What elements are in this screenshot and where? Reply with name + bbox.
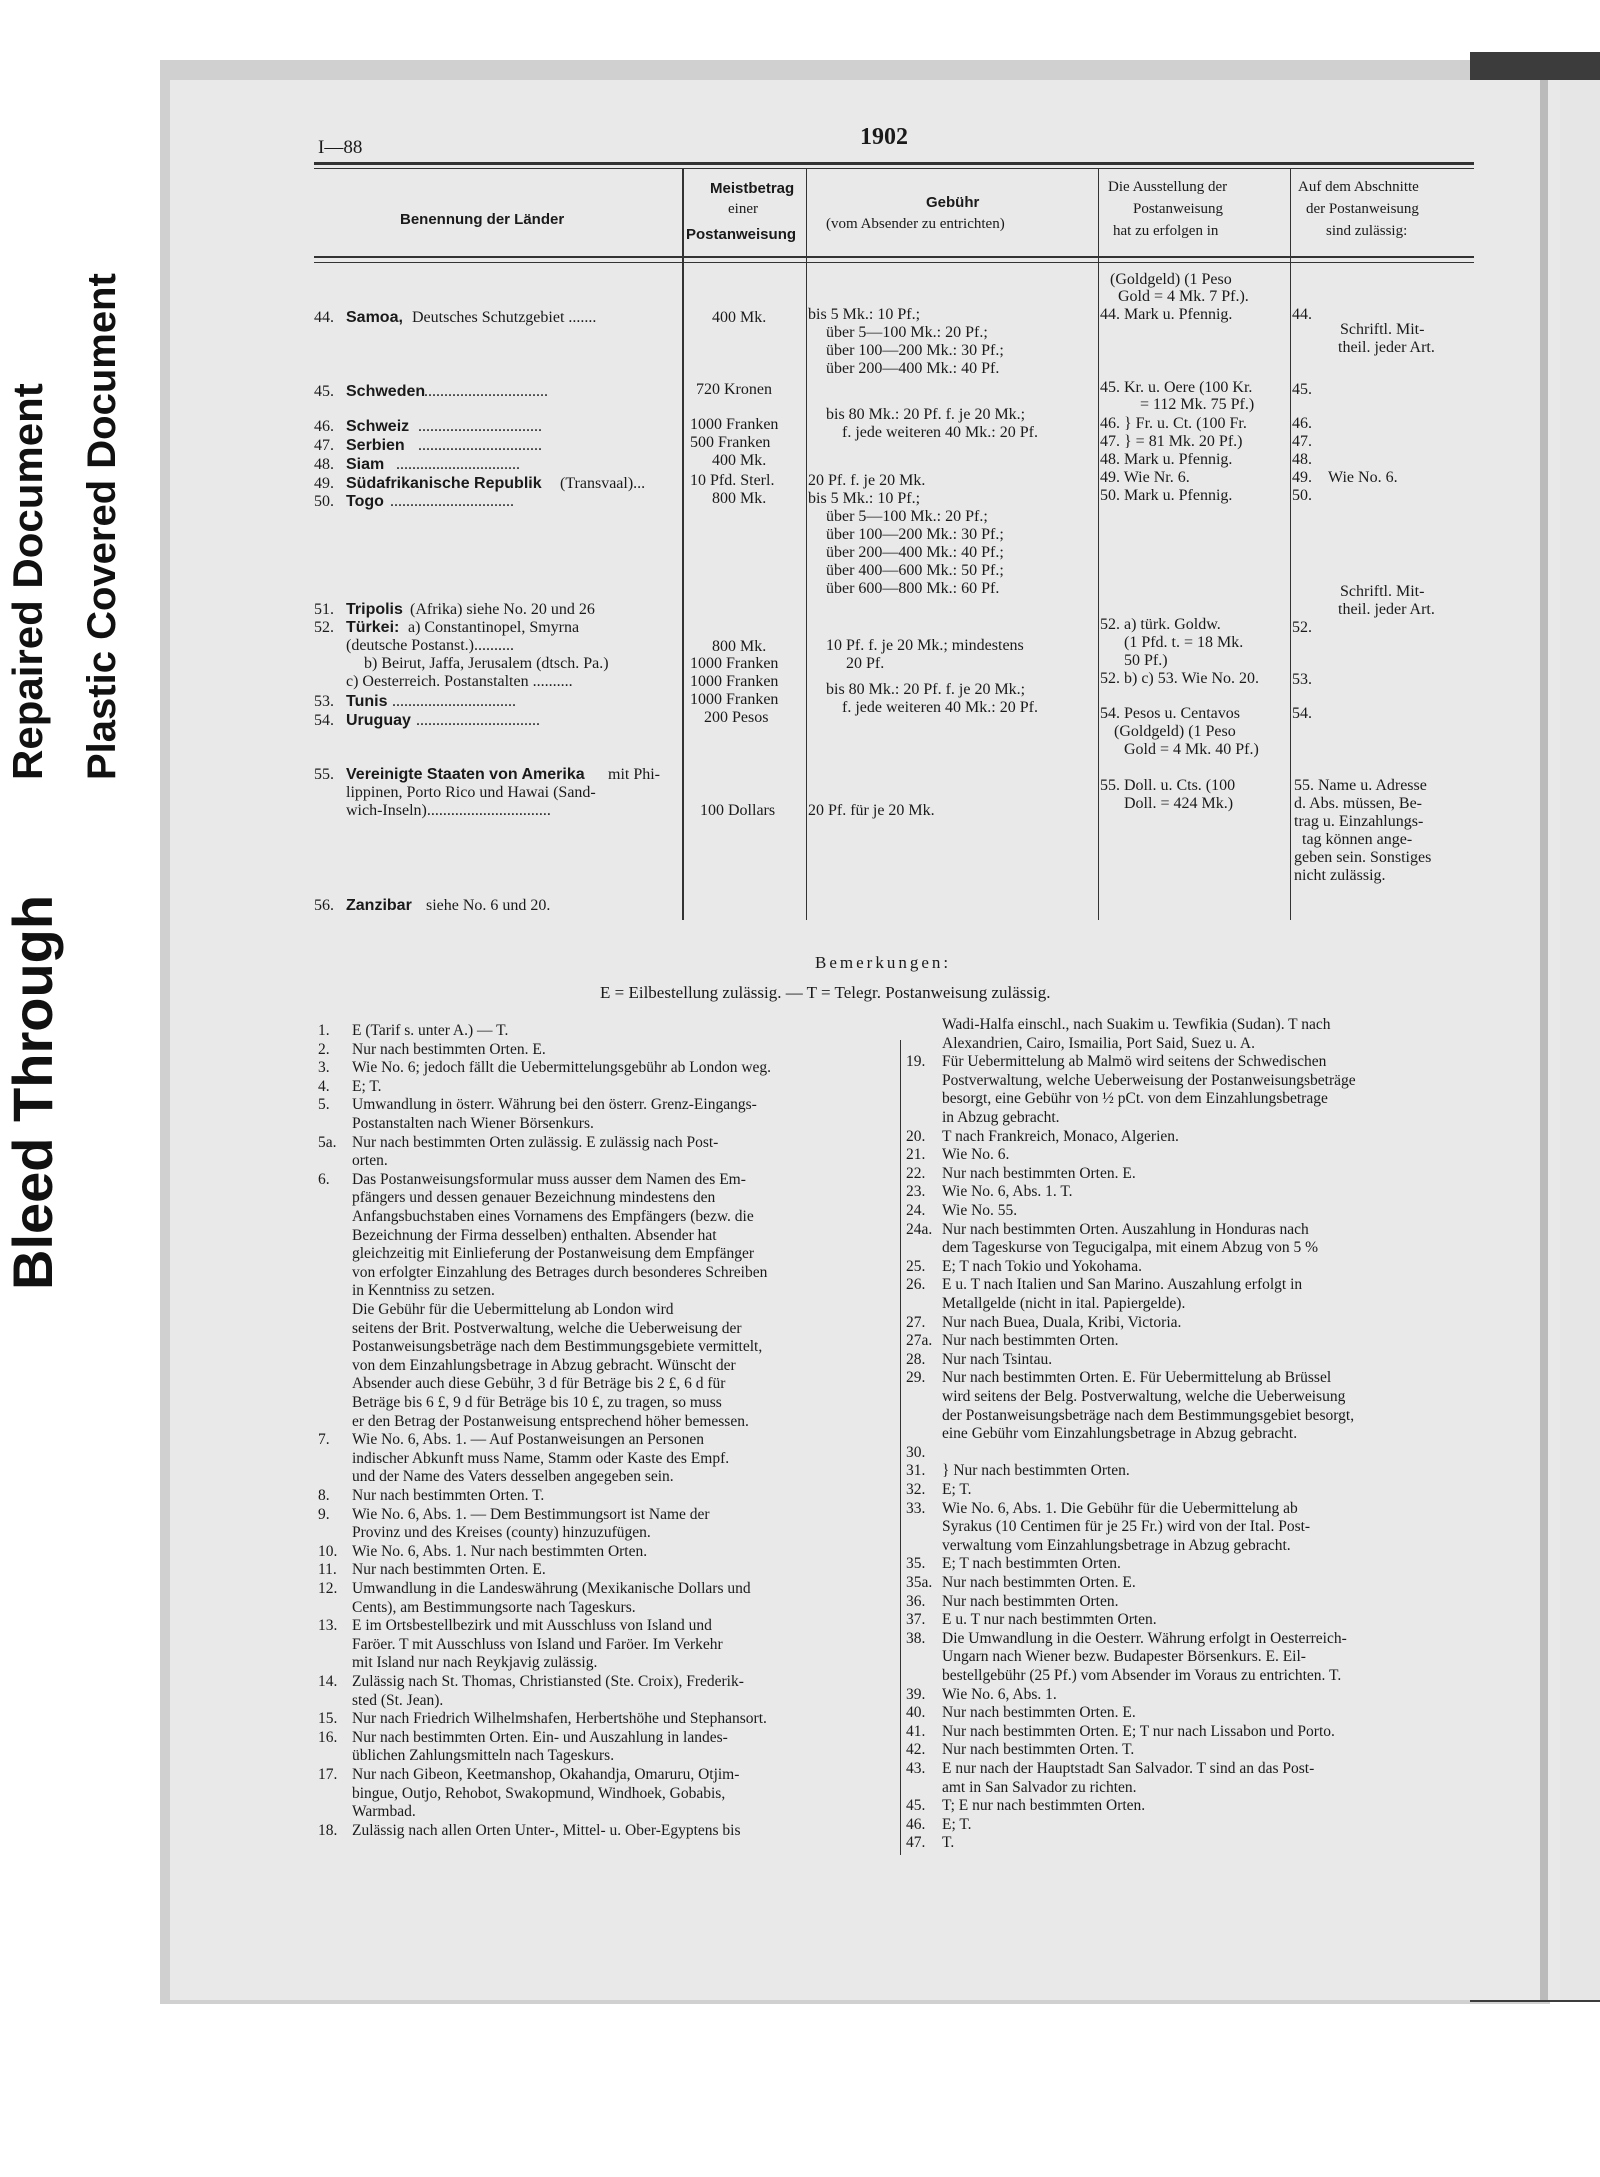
remark-number: 40.: [906, 1704, 926, 1722]
remark-text: Cents), am Bestimmungsorte nach Tageskurs.: [352, 1598, 636, 1616]
row44-geb-4: über 200—400 Mk.: 40 Pf.: [826, 360, 1000, 377]
row50-num: 50.: [314, 493, 334, 510]
row54-ausst-1: 54. Pesos u. Centavos: [1100, 705, 1240, 722]
remark-text: Umwandlung in österr. Währung bei den österr. Grenz-Eingangs-: [352, 1096, 757, 1114]
remark-text: Nur nach bestimmten Orten.: [942, 1332, 1119, 1350]
remark-number: 38.: [906, 1629, 926, 1647]
row47-num: 47.: [314, 437, 334, 454]
remark-text: Wie No. 6.: [942, 1146, 1010, 1164]
row55-rest-3: wich-Inseln)...............................: [346, 802, 551, 819]
remark-text: Nur nach bestimmten Orten. T.: [352, 1487, 545, 1504]
remark-text: Beträge bis 6 £, 9 d für Beträge bis 10 £, zu tragen, so muss: [352, 1394, 722, 1411]
row49-ref: 49.: [1292, 469, 1312, 486]
remark-number: 16.: [318, 1728, 338, 1746]
row50-abschn-2: theil. jeder Art.: [1338, 601, 1435, 618]
remark-text: Alexandrien, Cairo, Ismailia, Port Said, Suez u. A.: [942, 1034, 1255, 1052]
remark-number: 46.: [906, 1815, 926, 1833]
row45-ausst-2: = 112 Mk. 75 Pf.): [1140, 396, 1255, 413]
remark-text: eine Gebühr vom Einzahlungsbetrage in Abzug gebracht.: [942, 1425, 1298, 1443]
page-number: I—88: [318, 137, 363, 158]
row54-ausst-3: Gold = 4 Mk. 40 Pf.): [1124, 741, 1259, 758]
remark-text: Postverwaltung, welche Ueberweisung der Postanweisungsbeträge: [942, 1071, 1356, 1089]
remark-text: Provinz und des Kreises (county) hinzuzufügen.: [352, 1524, 651, 1542]
col-divider-3: [1098, 168, 1099, 920]
remark-text: Wie No. 6, Abs. 1. Die Gebühr für die Uebermittelung ab: [942, 1499, 1298, 1517]
col-divider-1: [682, 168, 684, 920]
row48-dots: ...............................: [396, 456, 520, 473]
row46-ref: 46.: [1292, 415, 1312, 432]
row49-max: 10 Pfd. Sterl.: [690, 472, 775, 489]
row55-geb: 20 Pf. für je 20 Mk.: [808, 802, 935, 819]
remark-number: 24.: [906, 1202, 926, 1219]
row52-ref: 52.: [1292, 619, 1312, 636]
remark-text: Wie No. 6, Abs. 1. — Dem Bestimmungsort ist Name der: [352, 1505, 710, 1523]
remark-text: von erfolgter Einzahlung des Betrages durch besonderes Schreiben: [352, 1263, 768, 1281]
remark-text: Nur nach bestimmten Orten. Auszahlung in Honduras nach: [942, 1220, 1309, 1238]
remark-number: 18.: [318, 1821, 338, 1839]
row45-max: 720 Kronen: [696, 381, 772, 398]
remark-number: 11.: [318, 1561, 337, 1579]
row50-abschn-1: Schriftl. Mit-: [1340, 583, 1425, 600]
plastic-covered-label: Plastic Covered Document: [80, 273, 124, 780]
row52-a-line1: a) Constantinopel, Smyrna: [408, 619, 580, 636]
col-divider-4: [1290, 168, 1291, 920]
remark-number: 47.: [906, 1834, 926, 1852]
remark-text: Wie No. 6, Abs. 1. Nur nach bestimmten Orten.: [352, 1542, 648, 1560]
row44-abschn-1: Schriftl. Mit-: [1340, 321, 1425, 338]
remark-text: Für Uebermittelung ab Malmö wird seitens der Schwedischen: [942, 1053, 1327, 1071]
remark-text: Umwandlung in die Landeswährung (Mexikanische Dollars und: [352, 1580, 751, 1597]
remarks-divider: [900, 1040, 901, 1855]
row50-geb-6: über 600—800 Mk.: 60 Pf.: [826, 580, 1000, 597]
remark-number: 3.: [318, 1059, 330, 1077]
remark-text: Wie No. 55.: [942, 1202, 1018, 1219]
remark-text: in Kenntniss zu setzen.: [352, 1282, 495, 1300]
remark-number: 29.: [906, 1369, 926, 1387]
remark-text: verwaltung vom Einzahlungsbetrage in Abzug gebracht.: [942, 1536, 1291, 1554]
remark-text: in Abzug gebracht.: [942, 1109, 1060, 1126]
col-header-abschn-2: der Postanweisung: [1306, 201, 1419, 217]
remark-number: 33.: [906, 1499, 926, 1517]
header-rule-thin: [314, 262, 1474, 263]
row49-ausst: 49. Wie Nr. 6.: [1100, 469, 1190, 486]
row52-num: 52.: [314, 619, 334, 636]
remark-text: bestellgebühr (25 Pf.) vom Absender im Voraus zu entrichten. T.: [942, 1667, 1342, 1684]
row44-geb-2: über 5—100 Mk.: 20 Pf.;: [826, 324, 988, 341]
row56-rest: siehe No. 6 und 20.: [426, 897, 551, 914]
bleed-through-label: Bleed Through: [1, 894, 64, 1290]
row44-ausst-1: 44. Mark u. Pfennig.: [1100, 306, 1233, 323]
col-header-meist-2: einer: [728, 201, 758, 217]
row44-name: Samoa,: [346, 309, 403, 326]
row46-dots: ...............................: [418, 418, 542, 435]
col-header-gebuehr-1: Gebühr: [926, 194, 980, 211]
remark-text: Zulässig nach allen Orten Unter-, Mittel- u. Ober-Egyptens bis: [352, 1821, 741, 1839]
row47-ref: 47.: [1292, 433, 1312, 450]
row50-dots: ...............................: [390, 493, 514, 510]
remark-text: E; T nach Tokio und Yokohama.: [942, 1257, 1142, 1275]
remark-number: 24a.: [906, 1220, 933, 1238]
col-divider-2: [806, 168, 807, 920]
col-header-ausst-2: Postanweisung: [1133, 201, 1223, 217]
row55-rest-1: mit Phi-: [608, 766, 661, 783]
row50-geb-5: über 400—600 Mk.: 50 Pf.;: [826, 562, 1004, 579]
remark-text: Wie No. 6, Abs. 1.: [942, 1685, 1057, 1703]
remark-number: 10.: [318, 1542, 338, 1560]
row45-num: 45.: [314, 383, 334, 400]
row46-max: 1000 Franken: [690, 416, 779, 433]
remark-number: 8.: [318, 1487, 330, 1504]
row52-max-2: 1000 Franken: [690, 655, 779, 672]
remark-number: 27.: [906, 1313, 926, 1331]
row44-rest: Deutsches Schutzgebiet .......: [412, 309, 597, 326]
row46-ausst: 46. } Fr. u. Ct. (100 Fr.: [1100, 415, 1247, 432]
remark-text: Die Umwandlung in die Oesterr. Währung erfolgt in Oesterreich-: [942, 1629, 1347, 1647]
remark-text: T; E nur nach bestimmten Orten.: [942, 1797, 1146, 1815]
row44-max: 400 Mk.: [712, 309, 767, 326]
remark-text: Anfangsbuchstaben eines Vornamens des Empfängers (bezw. die: [352, 1208, 754, 1225]
remark-text: Nur nach bestimmten Orten. E. Für Uebermittelung ab Brüssel: [942, 1369, 1332, 1387]
row52-ausst-b: (1 Pfd. t. = 18 Mk.: [1124, 634, 1244, 651]
remark-text: Warmbad.: [352, 1803, 416, 1821]
remark-text: pfängers und dessen genauer Bezeichnung mindestens den: [352, 1189, 716, 1207]
top-rule-thin: [314, 168, 1474, 169]
remark-text: E; T.: [942, 1481, 972, 1498]
row44-num: 44.: [314, 309, 334, 326]
remark-text: Wie No. 6; jedoch fällt die Uebermittelungsgebühr ab London weg.: [352, 1059, 772, 1077]
remark-text: amt in San Salvador zu richten.: [942, 1778, 1137, 1796]
remark-text: } Nur nach bestimmten Orten.: [942, 1462, 1130, 1480]
remark-text: der Postanweisungsbeträge nach dem Bestimmungsgebiet besorgt,: [942, 1406, 1355, 1424]
row55-abschn-1: 55. Name u. Adresse: [1294, 777, 1427, 794]
row45-dots: ...............................: [424, 383, 548, 400]
remark-text: besorgt, eine Gebühr von ½ pCt. von dem Einzahlungsbetrage: [942, 1090, 1328, 1108]
row50-geb-1: bis 5 Mk.: 10 Pf.;: [808, 490, 921, 507]
row49-rest: (Transvaal)...: [560, 475, 646, 492]
remark-text: Ungarn nach Wiener bezw. Budapester Börsenkurs. E. Eil-: [942, 1648, 1306, 1666]
row44-ausst-00: Gold = 4 Mk. 7 Pf.).: [1118, 288, 1249, 305]
remark-number: 17.: [318, 1766, 338, 1783]
remark-number: 37.: [906, 1611, 926, 1629]
remark-number: 25.: [906, 1257, 926, 1275]
row47-dots: ...............................: [418, 437, 542, 454]
remark-number: 7.: [318, 1431, 330, 1449]
row44-abschn-2: theil. jeder Art.: [1338, 339, 1435, 356]
row44-geb-3: über 100—200 Mk.: 30 Pf.;: [826, 342, 1004, 359]
row4647-geb-2: f. jede weiteren 40 Mk.: 20 Pf.: [842, 424, 1038, 441]
page-year: 1902: [860, 124, 908, 150]
row45-name: Schweden: [346, 383, 426, 400]
row49-name: Südafrikanische Republik: [346, 475, 542, 492]
row53-name: Tunis: [346, 693, 388, 710]
remark-text: von dem Einzahlungsbetrage in Abzug gebracht. Wünscht der: [352, 1356, 736, 1374]
col-header-abschn-1: Auf dem Abschnitte: [1298, 179, 1419, 195]
remark-text: dem Tageskurse von Tegucigalpa, mit einem Abzug von 5 %: [942, 1239, 1319, 1257]
row54-num: 54.: [314, 712, 334, 729]
remark-number: 28.: [906, 1350, 926, 1368]
remark-number: 12.: [318, 1580, 338, 1597]
remark-text: E (Tarif s. unter A.) — T.: [352, 1022, 509, 1039]
row47-ausst: 47. } = 81 Mk. 20 Pf.): [1100, 433, 1243, 450]
row44-ref: 44.: [1292, 306, 1312, 323]
remarks-title: Bemerkungen:: [815, 953, 952, 972]
row51-rest: (Afrika) siehe No. 20 und 26: [410, 601, 595, 618]
col-header-abschn-3: sind zulässig:: [1326, 223, 1408, 239]
remark-text: Nur nach bestimmten Orten. E.: [942, 1704, 1136, 1722]
remark-text: Nur nach bestimmten Orten. E.: [942, 1574, 1136, 1591]
remark-number: 13.: [318, 1617, 338, 1635]
remark-text: Postanweisungsbeträge nach dem Bestimmungsgebiete vermittelt,: [352, 1338, 763, 1356]
repaired-document-label: Repaired Document: [4, 383, 51, 780]
row51-num: 51.: [314, 601, 334, 618]
remark-number: 9.: [318, 1505, 330, 1523]
remark-number: 5.: [318, 1096, 330, 1114]
remark-number: 21.: [906, 1146, 926, 1164]
remark-text: Das Postanweisungsformular muss ausser dem Namen des Em-: [352, 1170, 746, 1188]
row48-num: 48.: [314, 456, 334, 473]
col-header-ausst-3: hat zu erfolgen in: [1113, 223, 1219, 239]
row49-num: 49.: [314, 475, 334, 492]
row55-abschn-3: trag u. Einzahlungs-: [1294, 813, 1424, 830]
row53-ref: 53.: [1292, 671, 1312, 688]
row55-abschn-2: d. Abs. müssen, Be-: [1294, 795, 1422, 812]
remark-text: Nur nach bestimmten Orten. Ein- und Auszahlung in landes-: [352, 1728, 728, 1746]
remark-text: Nur nach bestimmten Orten. T.: [942, 1741, 1135, 1759]
row55-ausst-2: Doll. = 424 Mk.): [1124, 795, 1234, 812]
remark-text: Syrakus (10 Centimen für je 25 Fr.) wird von der Ital. Post-: [942, 1518, 1311, 1536]
remark-text: Wie No. 6, Abs. 1. — Auf Postanweisungen an Personen: [352, 1431, 704, 1449]
row48-ausst: 48. Mark u. Pfennig.: [1100, 451, 1233, 468]
remark-text: sted (St. Jean).: [352, 1691, 444, 1709]
remark-text: orten.: [352, 1152, 388, 1170]
remark-number: 45.: [906, 1797, 926, 1815]
row53-num: 53.: [314, 693, 334, 710]
remark-text: Nur nach Tsintau.: [942, 1350, 1053, 1368]
row52-max-3: 1000 Franken: [690, 673, 779, 690]
remark-text: seitens der Brit. Postverwaltung, welche die Ueberweisung der: [352, 1319, 742, 1337]
remark-text: E u. T nach Italien und San Marino. Auszahlung erfolgt in: [942, 1276, 1303, 1294]
remark-text: E; T.: [352, 1077, 382, 1095]
remark-text: Nur nach Friedrich Wilhelmshafen, Herbertshöhe und Stephansort.: [352, 1710, 767, 1728]
row50-ref: 50.: [1292, 487, 1312, 504]
row50-ausst: 50. Mark u. Pfennig.: [1100, 487, 1233, 504]
remark-text: E u. T nur nach bestimmten Orten.: [942, 1611, 1157, 1629]
row49-abschn: Wie No. 6.: [1328, 469, 1398, 486]
row45-ref: 45.: [1292, 381, 1312, 398]
remark-number: 39.: [906, 1685, 926, 1703]
row49-geb: 20 Pf. f. je 20 Mk.: [808, 472, 926, 489]
col-header-meist-1: Meistbetrag: [710, 180, 795, 197]
row44-geb-1: bis 5 Mk.: 10 Pf.;: [808, 306, 921, 323]
remark-number: 6.: [318, 1170, 330, 1188]
remark-number: 2.: [318, 1040, 330, 1058]
remark-number: 35a.: [906, 1574, 933, 1591]
row48-name: Siam: [346, 456, 385, 473]
remark-number: 15.: [318, 1710, 338, 1728]
remark-text: wird seitens der Belg. Postverwaltung, welche die Ueberweisung: [942, 1388, 1346, 1405]
header-rule: [314, 256, 1474, 258]
remark-number: 5a.: [318, 1133, 337, 1151]
row53-max: 1000 Franken: [690, 691, 779, 708]
row44-ausst-0: (Goldgeld) (1 Peso: [1110, 271, 1232, 288]
remark-text: E; T nach bestimmten Orten.: [942, 1555, 1121, 1573]
remark-text: Nur nach bestimmten Orten. E; T nur nach Lissabon und Porto.: [942, 1722, 1335, 1740]
row5354-geb-2: f. jede weiteren 40 Mk.: 20 Pf.: [842, 699, 1038, 716]
row53-dots: ...............................: [392, 693, 516, 710]
remark-text: Wadi-Halfa einschl., nach Suakim u. Tewfikia (Sudan). T nach: [942, 1016, 1331, 1033]
remark-text: bingue, Outjo, Rehobot, Swakopmund, Windhoek, Gobabis,: [352, 1784, 726, 1802]
row48-max: 400 Mk.: [712, 452, 767, 469]
row55-name: Vereinigte Staaten von Amerika: [346, 766, 585, 783]
remark-number: 22.: [906, 1164, 926, 1182]
remark-number: 4.: [318, 1077, 330, 1095]
remark-text: Wie No. 6, Abs. 1. T.: [942, 1183, 1073, 1201]
remark-text: E im Ortsbestellbezirk und mit Ausschluss von Island und: [352, 1617, 712, 1635]
remark-text: Absender auch diese Gebühr, 3 d für Beträge bis 2 £, 6 d für: [352, 1375, 726, 1393]
remark-number: 36.: [906, 1592, 926, 1610]
remark-text: Nur nach bestimmten Orten. E.: [352, 1561, 546, 1579]
row52-max-1: 800 Mk.: [712, 638, 767, 655]
row55-abschn-4: tag können ange-: [1302, 831, 1413, 848]
row54-dots: ...............................: [416, 712, 540, 729]
col-header-laender: Benennung der Länder: [400, 211, 565, 228]
row47-max: 500 Franken: [690, 434, 771, 451]
remark-text: und der Name des Vaters desselben angegeben sein.: [352, 1468, 674, 1486]
remark-text: Nur nach Gibeon, Keetmanshop, Okahandja, Omaruru, Otjim-: [352, 1766, 740, 1783]
remark-text: Faröer. T mit Ausschluss von Island und Faröer. Im Verkehr: [352, 1635, 723, 1653]
row46-name: Schweiz: [346, 418, 410, 435]
row4647-geb-1: bis 80 Mk.: 20 Pf. f. je 20 Mk.;: [826, 406, 1026, 423]
row56-num: 56.: [314, 897, 334, 914]
row52-geb-1: 10 Pf. f. je 20 Mk.; mindestens: [826, 637, 1024, 654]
remark-number: 31.: [906, 1462, 926, 1480]
row52-c-line: c) Oesterreich. Postanstalten ..........: [346, 673, 573, 690]
row52-ausst-bc: 52. b) c) 53. Wie No. 20.: [1100, 670, 1260, 687]
row54-ref: 54.: [1292, 705, 1312, 722]
row55-abschn-5: geben sein. Sonstiges: [1294, 849, 1432, 866]
remark-text: gleichzeitig mit Einlieferung der Postanweisung dem Empfänger: [352, 1245, 755, 1263]
row45-ausst-1: 45. Kr. u. Oere (100 Kr.: [1100, 379, 1253, 396]
row50-geb-3: über 100—200 Mk.: 30 Pf.;: [826, 526, 1004, 543]
remark-number: 30.: [906, 1443, 926, 1461]
remark-number: 35.: [906, 1555, 926, 1573]
row55-abschn-6: nicht zulässig.: [1294, 867, 1386, 884]
remark-text: Bezeichnung der Firma desselben) enthalten. Absender hat: [352, 1226, 717, 1244]
row54-max: 200 Pesos: [704, 709, 769, 726]
remark-number: 27a.: [906, 1332, 933, 1350]
remark-text: üblichen Zahlungsmitteln nach Tageskurs.: [352, 1747, 615, 1765]
row52-geb-2: 20 Pf.: [846, 655, 885, 672]
remark-number: 32.: [906, 1481, 926, 1498]
col-header-gebuehr-2: (vom Absender zu entrichten): [826, 216, 1005, 232]
remark-text: indischer Abkunft muss Name, Stamm oder Kaste des Empf.: [352, 1449, 730, 1467]
remark-number: 26.: [906, 1276, 926, 1294]
remark-text: mit Island nur nach Reykjavig zulässig.: [352, 1654, 598, 1672]
row50-max: 800 Mk.: [712, 490, 767, 507]
row52-ausst-a: 52. a) türk. Goldw.: [1100, 616, 1221, 633]
row51-name: Tripolis: [346, 601, 403, 618]
remark-number: 14.: [318, 1673, 338, 1690]
row55-num: 55.: [314, 766, 334, 783]
remark-text: Nur nach bestimmten Orten zulässig. E zulässig nach Post-: [352, 1133, 719, 1151]
remark-number: 42.: [906, 1741, 926, 1759]
remark-number: 41.: [906, 1722, 926, 1740]
row55-ausst-1: 55. Doll. u. Cts. (100: [1100, 777, 1236, 794]
col-header-meist-3: Postanweisung: [686, 226, 797, 243]
row55-max: 100 Dollars: [700, 802, 776, 819]
row55-rest-2: lippinen, Porto Rico und Hawai (Sand-: [346, 784, 596, 801]
remark-number: 43.: [906, 1760, 926, 1777]
row50-geb-4: über 200—400 Mk.: 40 Pf.;: [826, 544, 1004, 561]
row47-name: Serbien: [346, 437, 405, 454]
remark-text: E nur nach der Hauptstadt San Salvador. T sind an das Post-: [942, 1760, 1315, 1777]
remark-text: Nur nach bestimmten Orten. E.: [352, 1040, 546, 1058]
row5354-geb-1: bis 80 Mk.: 20 Pf. f. je 20 Mk.;: [826, 681, 1026, 698]
col-header-ausst-1: Die Ausstellung der: [1108, 179, 1228, 195]
remark-text: Zulässig nach St. Thomas, Christiansted (Ste. Croix), Frederik-: [352, 1673, 744, 1690]
remark-text: E; T.: [942, 1815, 972, 1833]
row56-name: Zanzibar: [346, 897, 412, 914]
row52-a-line2: (deutsche Postanst.)..........: [346, 637, 514, 654]
row54-name: Uruguay: [346, 712, 411, 729]
remark-text: Die Gebühr für die Uebermittelung ab London wird: [352, 1301, 674, 1318]
row48-ref: 48.: [1292, 451, 1312, 468]
remark-text: T nach Frankreich, Monaco, Algerien.: [942, 1127, 1179, 1145]
remark-number: 1.: [318, 1022, 330, 1039]
remark-text: T.: [942, 1834, 955, 1852]
remark-text: Postanstalten nach Wiener Börsenkurs.: [352, 1115, 594, 1132]
row54-ausst-2: (Goldgeld) (1 Peso: [1114, 723, 1236, 740]
remarks-legend: E = Eilbestellung zulässig. — T = Telegr. Postanweisung zulässig.: [600, 983, 1051, 1002]
row50-geb-2: über 5—100 Mk.: 20 Pf.;: [826, 508, 988, 525]
remark-number: 23.: [906, 1183, 926, 1201]
remark-text: Nur nach Buea, Duala, Kribi, Victoria.: [942, 1313, 1182, 1331]
remark-text: Nur nach bestimmten Orten.: [942, 1592, 1119, 1610]
row46-num: 46.: [314, 418, 334, 435]
row50-name: Togo: [346, 493, 384, 510]
remark-number: 20.: [906, 1127, 926, 1145]
remark-text: er den Betrag der Postanweisung entsprechend höher bemessen.: [352, 1412, 749, 1430]
top-rule: [314, 162, 1474, 165]
row52-name: Türkei:: [346, 619, 400, 636]
row52-b-line: b) Beirut, Jaffa, Jerusalem (dtsch. Pa.): [364, 655, 609, 672]
remark-number: 19.: [906, 1053, 926, 1071]
page-edge: [1540, 80, 1548, 2000]
remark-text: Metallgelde (nicht in ital. Papiergelde).: [942, 1295, 1186, 1312]
row52-ausst-c: 50 Pf.): [1124, 652, 1168, 669]
remark-text: Nur nach bestimmten Orten. E.: [942, 1164, 1136, 1182]
